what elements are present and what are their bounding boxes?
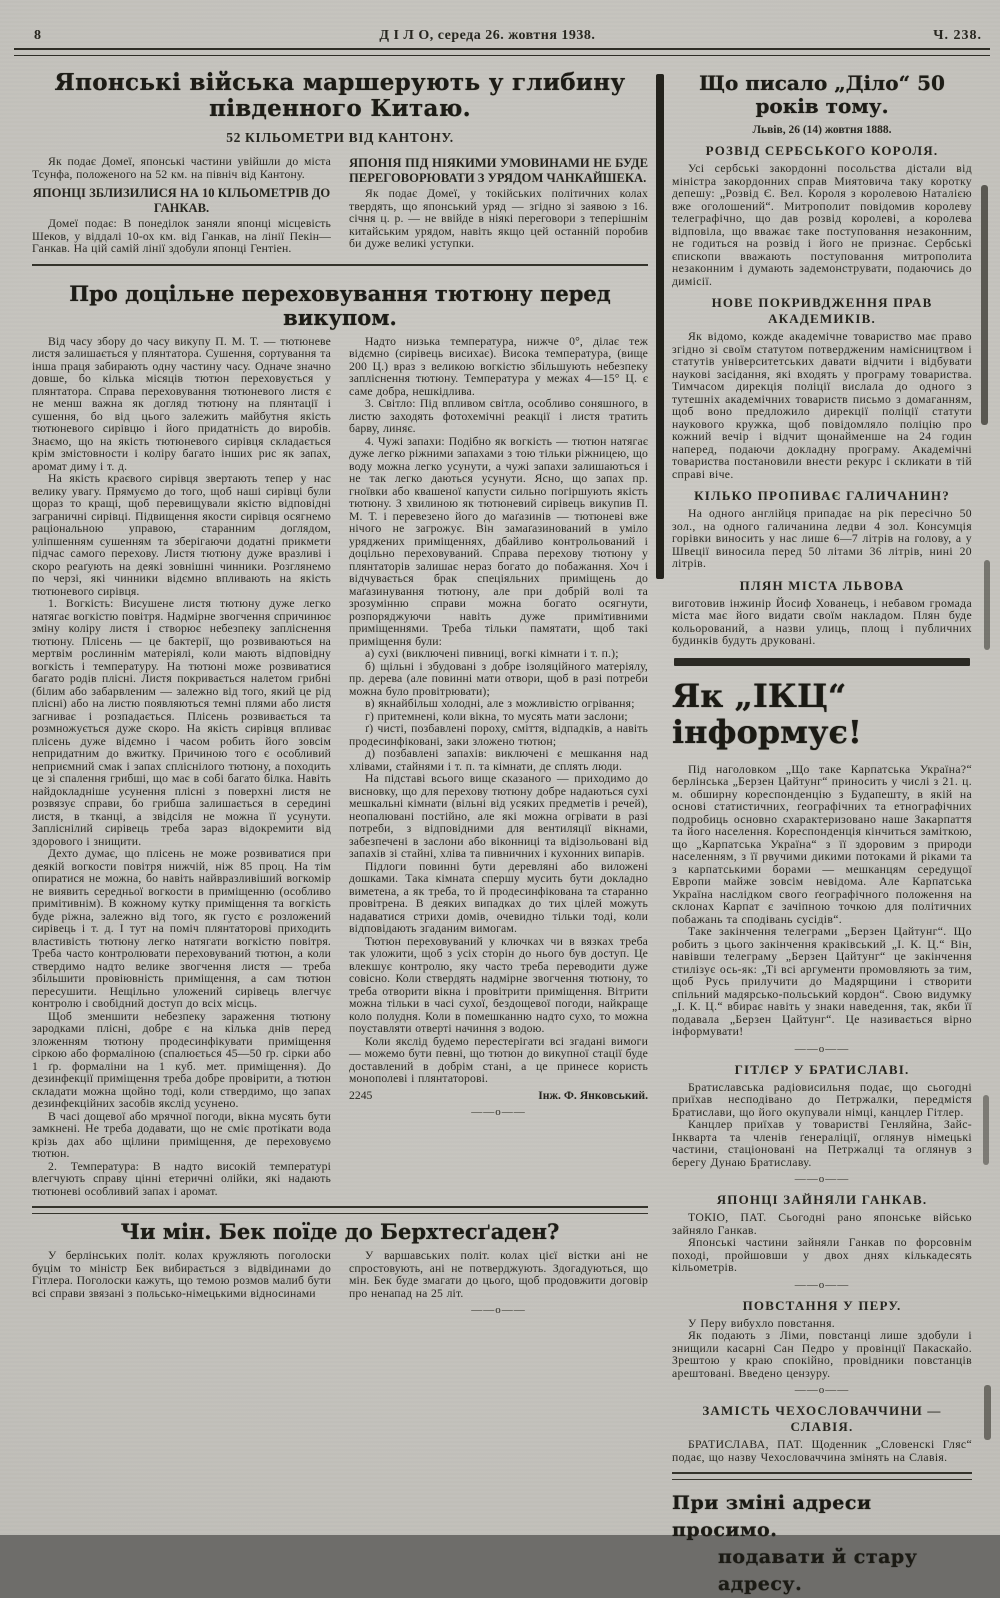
slavia-para: БРАТИСЛАВА, ПАТ. Щоденник „Словенскі Гляс“ подає, що назву Чехословаччина змінять на Славія. [672, 1438, 972, 1464]
right-zone [672, 56, 972, 1598]
end-ornament: ——о—— [471, 1304, 526, 1316]
ikc-para: Під наголовком „Що таке Карпатська Україна?“ берлінська „Берзен Цайтунг“ приносить у числі з 21. ц. м. обширну кореспонденцію з Будапешту, в якій на основі статистичних, ґеографічних та етнографічних подробиць основно схарактеризовано наше Закарпаття та його населення. Кореспонденція кінчиться заміткою, що „Карпатська Україна“ з її здоровим з природи населенням, з її рвучими дикими потоками й ріками та з карпатськими борами — мешканцям середущої Европи майже зовсім невідома. Але Карпатська Україна наслідком свого ґеографічного положення на склонах Карпат є зачіпною точкою для політичних побажань та сподівань сусідів“. [672, 762, 972, 926]
end-ornament: ——о—— [794, 1173, 850, 1185]
dilo50-section-text: На одного англійця припадає на рік пересічно 50 зол., на одного галичанина ледви 4 зол. Консумція горівки виносить у нас лише 6—7 літрів на голову, а у Швеції виносила перед 50 літами 36 літрів, нині 20 літрів. [672, 507, 972, 570]
bottom-rule-double [672, 1472, 972, 1480]
tobacco-para: Від часу збору до часу викупу П. М. Т. — тютюневе листя залишається у плянтатора. Сушення, сортування та інша праця забирають одну частину часу. Одначе значно довше, бо кілька місяців тютюн переховується у плянтатора. Справа переховування тютюневого листя є не менш важна як догляд тютюну на плянтації і сушення, бо від цього залежить майбутня якість тютюневого сирівцю і його придатність до виробів. Знаємо, що на якість тютюневого сирівця складається крім змістовности і коліру багато інших рис як запах, аромат диму і т. д. [32, 334, 331, 473]
end-ornament: ——о—— [471, 1105, 526, 1118]
peru-para: Як подають з Ліми, повстанці лише здобули і знищили касарні Сан Педро у провінції Пакаскайо. Зрештою у краю спокійно, провідники повстанців арештовані. Введено цензуру. [672, 1329, 972, 1380]
end-ornament: ——о—— [794, 1278, 850, 1291]
hitler-para: Канцлер приїхав у товаристві Генляйна, Зайс-Інкварта та членів ґенераліції, оглянув німецькі частини, стаціоновані на Петржалці та оглянув з берегу Дунаю Братиславу. [672, 1118, 972, 1169]
beck-col1 [32, 1250, 331, 1319]
tobacco-para: 3. Світло: Під впливом світла, особливо соняшного, в листю заходять фотохемічні реакції і листя тратить барву, линяє. [349, 397, 648, 435]
tobacco-para: 2. Температура: В надто високій температурі влегчують справу цінні етеричні олійки, які надають тютюневі особливий запах і аромат. [32, 1159, 331, 1198]
article-hitler-bratislava [672, 1062, 972, 1170]
masthead-rule [14, 48, 990, 56]
notice-line: При зміні адреси просимо. [672, 1492, 872, 1541]
dilo50-section-title: НОВЕ ПОКРИВДЖЕННЯ ПРАВ АКАДЕМИКІВ. [711, 295, 933, 326]
article-number: 2245 [349, 1088, 373, 1102]
japan-col1-para: Домеї подає: В понеділок заняли японці місцевість Шеков, у віддалі 10-ох км. від Ганкав, на лінії Пекін—Ганкав. На цій самій лінії здобули японці Гентіен. [32, 217, 331, 255]
japan-col2-subhead: ЯПОНІЯ ПІД НІЯКИМИ УМОВИНАМИ НЕ БУДЕ ПЕРЕГОВОРЮВАТИ З УРЯДОМ ЧАНКАЙШЕКА. [349, 156, 648, 185]
tobacco-para: 1. Вогкість: Висушене листя тютюну дуже легко натягає вогкістю повітря. Надмірне звогчення спричинює зміну коліру листя і створює небезпеку запліснення тютюну. Плісень — це бактерії, що розвиваються на мертвім рослиннім матеріялі, коли мають відповідну вогкість і температуру. На тютюні може розвиватися багато родів плісні. Листя покривається налетом грибні (білим або забарвленим — залежно від того, який це рід плісні) або на листю появляються темні плями або листя загниває і розпадається. Плісень розвивається та розмножується дуже скоро. На якість сирівця впливає плісень дуже відємно і часом робить його зовсім непридатним до вжитку. Причиною того є особливий неприємний смак і запах спліснілого тютюну, а походить це зі спалення грибші, що має в собі багато білка. Навіть найдокладніше усунення плісні з поверхні листя не розвязує справи, бо грибша залишається в середині листя, в тканці, а звідсіля не можна її усунути. Запліснілий сирівець треба зараз відокремити від здорового і знищити. [32, 597, 331, 848]
tobacco-list-item: в) якнайбільш холодні, але з можливістю огрівання; [365, 697, 635, 710]
scan-artifact [983, 1095, 989, 1165]
masthead-title: Д І Л О, середа 26. жовтня 1938. [379, 28, 596, 43]
ikc-headline: Як „ІКЦ“ інформує! [672, 676, 862, 751]
tobacco-para: Надто низька температура, нижче 0°, ділає теж відємно (сирівець висихає). Висока температура, (вище 200 Ц.) враз з великою вогкістю збільшують небезпеку запліснення тютюну. Температура у межах 4—15° Ц. є саме добра, нешкідлива. [349, 334, 648, 398]
article-japan-advance [32, 70, 648, 256]
dilo50-section-title: ПЛЯН МІСТА ЛЬВОВА [739, 577, 905, 593]
beck-headline: Чи мін. Бек поїде до Берхтесґаден? [120, 1219, 560, 1244]
tobacco-headline: Про доцільне переховування тютюну перед викупом. [69, 280, 611, 330]
dilo50-section-text: Усі сербські закордонні посольства дістали від міністра закордонних справ Миятовича таку коротку депешу: „Розвід Є. Вел. Короля з королевою Наталією вже оголошений“. Митрополит повідомив королеву телеграфічно, що дав розвід королеві, а королева відповіла, що вважає таке поступовання незаконним, не годиться на розвід і його не признає. Сербські єпископи вважають поступовання митрополита незаконним і думають задемонструвати, подаючись до димісії. [672, 162, 972, 288]
peru-para: У Перу вибухло повстання. [688, 1316, 836, 1330]
section-rule [32, 264, 648, 266]
page-number: 8 [34, 28, 42, 43]
tobacco-para: Дехто думає, що плісень не може розвиватися при деякій вогкости повітря нижчій, ніж 85 проц. На тім опиратися не можна, бо навіть найвразливіший вогкомір не виявить середньої вогкости в приміщенню (особливо примітивнім). В кожному кутку приміщення та вогкість буде ріжна, залежно від того, як густо є розложений сирівець і т. д. І тут на поміч плянтаторові приходить властивість тютюну легко натягати вогкістю повітря. Треба часто контролювати переховуваний тютюн, а коли ствердимо надто велике звогчення листя — треба збільшити провіювність приміщення, а сам тютюн пересушити. Нещільно уложений сирівець влегчує контролю і свобідний доступ до всіх місць. [32, 847, 331, 1010]
japan-col2 [349, 156, 648, 256]
tobacco-para: Щоб зменшити небезпеку зараження тютюну зародками плісні, добре є на кілька днів перед зложенням тютюну продесинфікувати приміщення сіркою або формаліною (спалюється 45—50 ґр. сірки або 1 ґр. формаліни на 1 куб. мет. приміщення). До дезинфекції приміщення треба добре провірити, а тютюн складати можна щойно тоді, коли ствердимо, що запах дезинфекційних засобів якслід усунено. [32, 1009, 331, 1110]
notice-line: подавати й стару адресу. [718, 1546, 918, 1595]
article-ikc-informs [672, 678, 972, 1039]
article-peru-uprising [672, 1298, 972, 1381]
peru-title: ПОВСТАННЯ У ПЕРУ. [742, 1297, 902, 1313]
tobacco-col2 [349, 336, 648, 1199]
dilo50-section-text: Як відомо, кожде академічне товариство має право згідно зі своїм статутом потвердженим намісництвом і статутів університетських давати відчити і відбувати наукові засідання, які входять у програму товариства. Тимчасом дирекція поліції вислала до одного з тутешніх академічних товариств письмо з домаганням, щоб воно предложило дирекції поліції статути наукового кружка, щоб повідомляло поліцію про кожний вечір і відчит щонайменше на 24 годин наперед, подаючи докладну програму. Академічні товариства постановили внести рекурс і скликати в тій справі віче. [672, 330, 972, 481]
separator-bar [656, 74, 664, 579]
dilo50-section-title: КІЛЬКО ПРОПИВАЄ ГАЛИЧАНИН? [694, 488, 950, 503]
tobacco-list-item: г) притемнені, коли вікна, то мусять мати заслони; [365, 709, 628, 723]
tobacco-signature [349, 1089, 648, 1102]
beck-para: У варшавських політ. колах цієї вістки ані не спростовують, ані не потверджують. Здогадуються, що мін. Бек буде змагати до цього, щоб продовжити договір про ненапад на 25 літ. [349, 1249, 648, 1300]
article-beck-berchtesgaden [32, 1220, 648, 1319]
japan-col1-subhead: ЯПОНЦІ ЗБЛИЗИЛИСЯ НА 10 КІЛЬОМЕТРІВ ДО ГАНКАВ. [32, 186, 331, 215]
end-ornament: ——о—— [794, 1384, 850, 1396]
tobacco-list-item: а) сухі (виключені пивниці, вогкі кімнати і т. п.); [365, 647, 619, 660]
ikc-para: Таке закінчення телеграми „Берзен Цайтунг“. Що робить з цього закінчення краківський „І. К. Ц.“ Він, навівши телеграму „Берзен Цайтунг“ це закінчення стилізує ось-як: „Ті всі аргументи промовляють за тим, щоб Русь прилучити до Мадярщини і створити спільний мадярсько-польський кордон“. Свою видумку „І. К. Ц.“ вбирає навіть у знаки наведення, так, якби її подавала „Берзен Цайтунг“. Це називається вірно інформувати! [672, 925, 972, 1038]
scan-artifact [981, 185, 988, 425]
section-rule-double [32, 1206, 648, 1214]
tobacco-col1 [32, 336, 331, 1199]
beck-col2 [349, 1250, 648, 1319]
tobacco-list-item: д) позбавлені запахів: виключені є мешкання над хлівами, стайнями і т. п. та кімнати, де сплять люди. [349, 747, 648, 773]
tobacco-para: На якість краєвого сирівця звертають тепер у нас велику увагу. Прямуємо до того, щоб наші сирівці були щораз то кращі, щоб перевищували якістю відповідні заграничні сирівці. Підвищення якости сирівця осягнемо раціональною управою, старанним доглядом, уліпшенням сушенням та зберігаючи додатні прикмети підчас самого перехову. Листя тютюну дуже вразливі і скоро реаґують на деякі зовнішні чинники. Розглянемо по черзі, які чинники відємно впливають на якість тютюневого сирівця. [32, 472, 331, 598]
tobacco-para: Підлоги повинні бути деревляні або виложені дошками. Така кімната спершу мусить бути докладно виметена, а як треба, то й продесинфікована та старанно провітрена. В деяких випадках до тих цілей можуть надаватися стрихи домів, очевидно тільки тоді, коли відповідають згаданим вимогам. [349, 859, 648, 935]
dilo50-section-text: виготовив інжинір Йосиф Хованець, і небавом громада міста має його видати своїм накладом. Плян буде кольорований, а назви улиць, площ і публичних будинків будуть друковані. [672, 596, 972, 647]
japan-headline: Японські війська маршерують у глибину південного Китаю. [54, 69, 626, 122]
article-dilo-50-years [672, 72, 972, 648]
japan-col1-para: Як подає Домеї, японські частини увійшли до міста Тсунфа, положеного на 52 км. на північ від Кантону. [32, 155, 331, 181]
author-name: Інж. Ф. Янковський. [538, 1088, 648, 1102]
tobacco-para: Тютюн переховуваний у ключках чи в вязках треба так уложити, щоб з усіх сторін до нього був доступ. Це влекшує контролю, яку часто треба переводити дуже совісно. Коли ствердять надмірне звогчення тютюну, то треба отворити вікна і провітрити приміщення. Вітрити можна тільки в часі сухої, бездощевої погоди, найкраще коло полудня. Коли в помешканню надто сухо, то можна поуставляти отверті начиння з водою. [349, 934, 648, 1035]
japan-col1 [32, 156, 331, 256]
article-slavia [672, 1403, 972, 1464]
hankow-para: Японські частини зайняли Ганкав по форсовнім поході, пройшовши у двох днях кількадесять кільометрів. [672, 1236, 972, 1274]
hankow-title: ЯПОНЦІ ЗАЙНЯЛИ ГАНКАВ. [716, 1192, 928, 1207]
page-body [0, 56, 1000, 1598]
end-ornament: ——о—— [794, 1042, 850, 1055]
masthead [0, 0, 1000, 44]
article-tobacco-storage [32, 282, 648, 1199]
heavy-divider-bar [674, 658, 970, 666]
beck-para: У берлінських політ. колах кружляють поголоски буцім то міністр Бек вибирається з відвідинами до Гітлера. Поголоски кажуть, що темою розмов малиб бути всі справи звязані з польсько-німецькими відносинами [32, 1249, 331, 1300]
japan-kicker: 52 КІЛЬОМЕТРИ ВІД КАНТОНУ. [226, 130, 454, 145]
dilo50-headline: Що писало „Діло“ 50 років тому. [699, 71, 945, 118]
issue-number: Ч. 238. [933, 28, 982, 43]
column-separator [648, 56, 672, 1598]
tobacco-para: В часі дощевої або мрячної погоди, вікна мусять бути замкнені. Не треба додавати, що не сміє протікати вода крізь дах або щілини приміщення, де переховуємо тютюн. [32, 1109, 331, 1160]
slavia-title: ЗАМІСТЬ ЧЕХОСЛОВАЧЧИНИ — СЛАВІЯ. [702, 1403, 942, 1434]
article-japan-hankow [672, 1192, 972, 1275]
tobacco-para: 4. Чужі запахи: Подібно як вогкість — тютюн натягає дуже легко ріжними запахами з тою тільки ріжницею, що воду можна легко усунути, а чужі запахи залишаються і не так легко даються усунути. Ясно, що запах пр. гноївки або квашеної капусти сильно погіршують якість тютюну. З хвилиною як тютюневий сирівець викупив П. М. Т. і перевезено його до маґазинів — тютюневі вже нічого не загрожує. Він замаґазинований в уміло уряджених приміщеннях, дбайливо контрольований і доцільно переховуваний. Справа перехову тютюну у плянтаторів залишає нераз богато до побажання. Хоч і відчувається брак спеціяльних приміщень до маґазинування тютюну, але при добрій волі та зрозумінню справи можна богато осягнути, розпоряджуючи навіть дуже примітивними приміщеннями. Треба тільки памятати, щоб такі приміщення були: [349, 434, 648, 648]
scan-artifact [984, 1385, 991, 1440]
left-zone [32, 56, 648, 1319]
tobacco-list-item: ґ) чисті, позбавлені пороху, сміття, відпадків, а навіть продесинфіковані, заки зложено тютюн; [349, 722, 648, 748]
scan-artifact [984, 560, 990, 650]
hankow-para: ТОКІО, ПАТ. Сьогодні рано японське військо зайняло Ганкав. [672, 1211, 972, 1237]
tobacco-para: Коли якслід будемо перестерігати всі згадані вимоги — можемо бути певні, що тютюн до викупної стації буде доставлений в добрім стані, а це принесе користь монополеві і плянтаторові. [349, 1034, 648, 1085]
tobacco-para: На підставі всього вище сказаного — приходимо до висновку, що для перехову тютюну добре надаються сухі мешкальні кімнати (вільні від усяких предметів і речей), неопалювані постійно, але які можна огрівати в разі потреби, з відповідними для вентиляції вікнами, забезпечені в заслони або віконниці та відізольовані від запахів зі стайні, хліва та пивничних і кухонних випарів. [349, 772, 648, 860]
japan-col2-para: Як подає Домеї, у токійських політичних колах твердять, що японський уряд — згідно зі заявою з 16. січня ц. р. — не ввійде в ніякі переговори з теперішнім китайським урядом, навіть якщо цей останній поробив би дуже великі уступки. [349, 187, 648, 250]
hitler-para: Братиславська радіовисильня подає, що сьогодні приїхав несподівано до Петржалки, передмістя Братислави, що його окупували німці, канцлер Гітлер. [672, 1080, 972, 1119]
hitler-title: ГІТЛЄР У БРАТИСЛАВІ. [734, 1061, 910, 1077]
dilo50-section-title: РОЗВІД СЕРБСЬКОГО КОРОЛЯ. [705, 143, 939, 158]
tobacco-list-item: б) щільні і збудовані з добре ізоляційного матеріялу, пр. дерева (але повинні мати отвори, щоб в разі потреби можна було провітрювати); [349, 659, 648, 698]
address-change-notice [672, 1490, 972, 1598]
dateline: Львів, 26 (14) жовтня 1888. [752, 124, 892, 136]
